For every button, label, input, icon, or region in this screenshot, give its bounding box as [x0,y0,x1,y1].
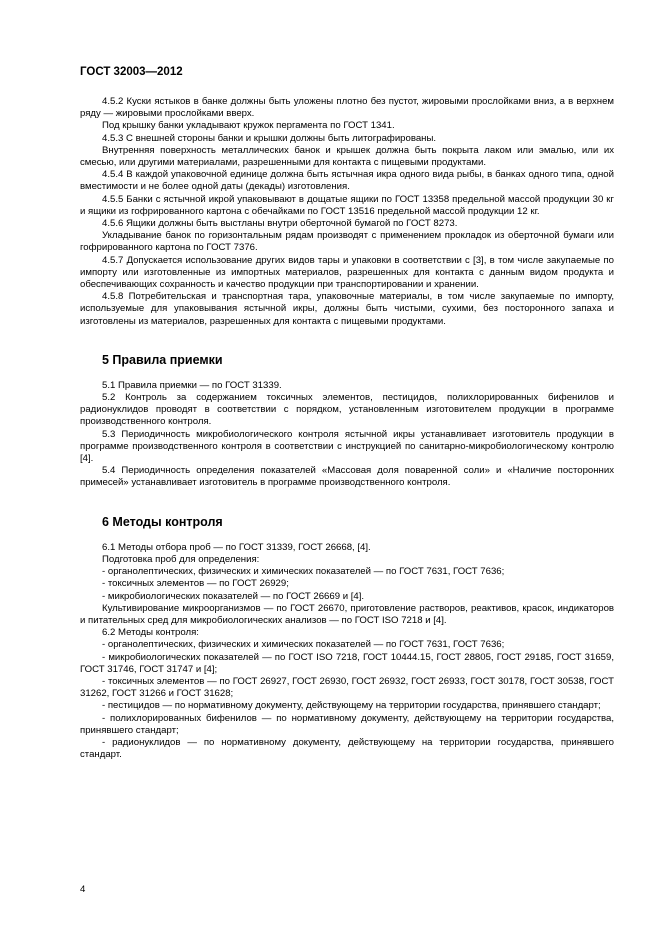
section-5-heading: 5 Правила приемки [102,352,223,367]
paragraph: Под крышку банки укладывают кружок пергамента по ГОСТ 1341. [102,120,395,132]
page-number: 4 [80,884,86,895]
paragraph: 4.5.5 Банки с ястычной икрой упаковывают в дощатые ящики по ГОСТ 13358 предельной массой продукции 30 кг и ящики из гофрированного картона с обечайками по ГОСТ 13516 предельной массой продукции 12 кг. [80,193,614,217]
paragraph: 5.2 Контроль за содержанием токсичных элементов, пестицидов, полихлорированных бифенилов и радионуклидов проводят в соответствии с порядком, установленным изготовителем продукции в программе производственного контроля. [80,392,614,428]
paragraph: 4.5.6 Ящики должны быть выстланы внутри оберточной бумагой по ГОСТ 8273. [102,218,458,230]
list-item: - полихлорированных бифенилов — по нормативному документу, действующему на территории государства, принявшего стандарт; [80,712,614,736]
paragraph: Культивирование микроорганизмов — по ГОСТ 26670, приготовление растворов, реактивов, красок, индикаторов и питательных сред для микробиологических анализов — по ГОСТ ISO 7218 и [4]. [80,602,614,626]
paragraph: Укладывание банок по горизонтальным рядам производят с применением прокладок из оберточной бумаги или гофрированного картона по ГОСТ 7376. [80,230,614,254]
list-item: - токсичных элементов — по ГОСТ 26927, ГОСТ 26930, ГОСТ 26932, ГОСТ 26933, ГОСТ 30178, ГОСТ 30538, ГОСТ 31262, ГОСТ 31266 и ГОСТ 31628; [80,675,614,700]
paragraph: 6.2 Методы контроля: [102,627,199,639]
paragraph: 4.5.7 Допускается использование других видов тары и упаковки в соответствии с [3], в том числе закупаемые по импорту или изготовленные из импортных материалов, разрешенных для контакта с данным видом продукта и обеспечивающих сохранность и качество продукции при транспортировании и хранении. [80,254,614,291]
list-item: - пестицидов — по нормативному документу, действующему на территории государства, принявшего стандарт; [102,700,601,712]
paragraph: Подготовка проб для определения: [102,553,260,565]
list-item: - радионуклидов — по нормативному документу, действующему на территории государства, принявшего стандарт. [80,736,614,761]
paragraph: 4.5.4 В каждой упаковочной единице должна быть ястычная икра одного вида рыбы, в банках одного типа, одной вместимости и не более одной даты (декады) изготовления. [80,169,614,193]
paragraph: 5.1 Правила приемки — по ГОСТ 31339. [102,379,282,391]
paragraph: 4.5.8 Потребительская и транспортная тара, упаковочные материалы, в том числе закупаемые по импорту, используемые для упаковывания ястычной икры, должны быть чистыми, сухими, без посторонного запаха и изготовлены из материалов, разрешенных для контакта с пищевыми продуктами. [80,291,614,327]
paragraph: 5.3 Периодичность микробиологического контроля ястычной икры устанавливает изготовитель продукции в программе производственного контроля в соответствии с инструкцией по санитарно-микробиологическому контролю [4]. [80,428,614,465]
paragraph: 4.5.2 Куски ястыков в банке должны быть уложены плотно без пустот, жировыми прослойками вниз, а в верхнем ряду — жировыми прослойками вверх. [80,96,614,120]
list-item: - органолептических, физических и химических показателей — по ГОСТ 7631, ГОСТ 7636; [102,639,505,651]
paragraph: 6.1 Методы отбора проб — по ГОСТ 31339, ГОСТ 26668, [4]. [102,541,371,553]
section-6-heading: 6 Методы контроля [102,514,223,529]
paragraph: 4.5.3 С внешней стороны банки и крышки должны быть литографированы. [102,132,437,144]
list-item: - органолептических, физических и химических показателей — по ГОСТ 7631, ГОСТ 7636; [102,566,505,578]
page-content [80,96,614,761]
paragraph: 5.4 Периодичность определения показателей «Массовая доля поваренной соли» и «Наличие посторонних примесей» устанавливает изготовитель в программе производственного контроля. [80,465,614,489]
list-item: - токсичных элементов — по ГОСТ 26929; [102,578,289,590]
standard-header: ГОСТ 32003—2012 [80,66,183,78]
paragraph: Внутренняя поверхность металлических банок и крышек должна быть покрыта лаком или эмалью, или их смесью, или другими материалами, разрешенными для контакта с пищевыми продуктами. [80,144,614,169]
list-item: - микробиологических показателей — по ГОСТ ISO 7218, ГОСТ 10444.15, ГОСТ 28805, ГОСТ 29185, ГОСТ 31659, ГОСТ 31746, ГОСТ 31747 и [4]; [80,651,614,675]
list-item: - микробиологических показателей — по ГОСТ 26669 и [4]. [102,590,365,602]
